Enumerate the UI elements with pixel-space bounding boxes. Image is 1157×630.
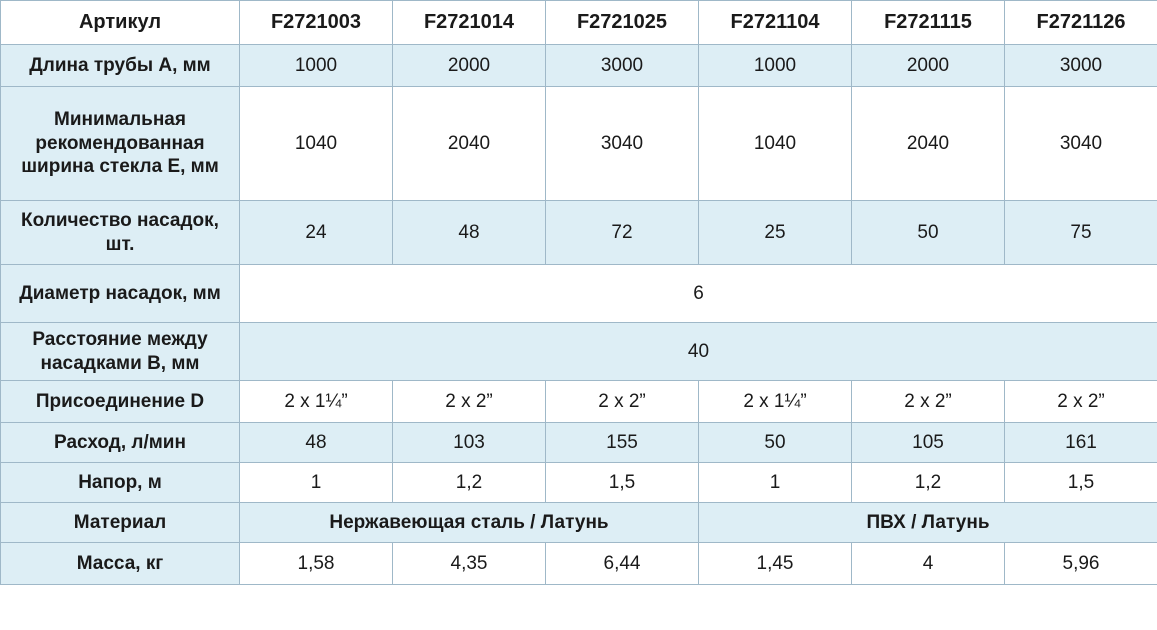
- table-row: [1, 265, 1157, 323]
- cell-material-pvc: ПВХ / Латунь: [699, 503, 1157, 543]
- cell-connection-5: 2 x 2”: [852, 381, 1005, 423]
- cell-flow-rate-4: 50: [699, 423, 852, 463]
- cell-flow-rate-2: 103: [393, 423, 546, 463]
- cell-flow-rate-5: 105: [852, 423, 1005, 463]
- table-row: [1, 463, 1157, 503]
- row-label-nozzle-spacing: Расстояние между насадками B, мм: [1, 323, 240, 381]
- row-label-nozzle-diameter: Диаметр насадок, мм: [1, 265, 240, 323]
- cell-connection-6: 2 x 2”: [1005, 381, 1157, 423]
- cell-nozzle-count-4: 25: [699, 201, 852, 265]
- cell-min-glass-width-4: 1040: [699, 87, 852, 201]
- row-label-material: Материал: [1, 503, 240, 543]
- row-label-min-glass-width: Минимальная рекомендованная ширина стекла E, мм: [1, 87, 240, 201]
- header-col-4: F2721104: [699, 1, 852, 45]
- cell-nozzle-count-2: 48: [393, 201, 546, 265]
- table-row: [1, 201, 1157, 265]
- cell-nozzle-count-5: 50: [852, 201, 1005, 265]
- cell-weight-6: 5,96: [1005, 543, 1157, 585]
- cell-weight-4: 1,45: [699, 543, 852, 585]
- cell-connection-3: 2 x 2”: [546, 381, 699, 423]
- table-row: [1, 381, 1157, 423]
- cell-connection-4: 2 x 1¼”: [699, 381, 852, 423]
- cell-head-pressure-6: 1,5: [1005, 463, 1157, 503]
- cell-head-pressure-3: 1,5: [546, 463, 699, 503]
- table-row: [1, 323, 1157, 381]
- cell-min-glass-width-5: 2040: [852, 87, 1005, 201]
- table-row: [1, 87, 1157, 201]
- cell-flow-rate-6: 161: [1005, 423, 1157, 463]
- cell-min-glass-width-2: 2040: [393, 87, 546, 201]
- cell-flow-rate-3: 155: [546, 423, 699, 463]
- cell-pipe-length-1: 1000: [240, 45, 393, 87]
- cell-head-pressure-1: 1: [240, 463, 393, 503]
- cell-nozzle-count-6: 75: [1005, 201, 1157, 265]
- cell-head-pressure-2: 1,2: [393, 463, 546, 503]
- table-row: [1, 45, 1157, 87]
- header-col-6: F2721126: [1005, 1, 1157, 45]
- table-header-row: [1, 1, 1157, 45]
- cell-nozzle-spacing-all: 40: [240, 323, 1157, 381]
- row-label-connection: Присоединение D: [1, 381, 240, 423]
- cell-weight-5: 4: [852, 543, 1005, 585]
- cell-head-pressure-5: 1,2: [852, 463, 1005, 503]
- cell-pipe-length-2: 2000: [393, 45, 546, 87]
- cell-material-stainless: Нержавеющая сталь / Латунь: [240, 503, 699, 543]
- cell-pipe-length-4: 1000: [699, 45, 852, 87]
- cell-connection-1: 2 x 1¼”: [240, 381, 393, 423]
- cell-nozzle-count-1: 24: [240, 201, 393, 265]
- cell-min-glass-width-3: 3040: [546, 87, 699, 201]
- cell-connection-2: 2 x 2”: [393, 381, 546, 423]
- row-label-flow-rate: Расход, л/мин: [1, 423, 240, 463]
- header-col-3: F2721025: [546, 1, 699, 45]
- cell-head-pressure-4: 1: [699, 463, 852, 503]
- row-label-weight: Масса, кг: [1, 543, 240, 585]
- cell-pipe-length-5: 2000: [852, 45, 1005, 87]
- cell-weight-3: 6,44: [546, 543, 699, 585]
- row-label-nozzle-count: Количество насадок, шт.: [1, 201, 240, 265]
- cell-weight-1: 1,58: [240, 543, 393, 585]
- cell-pipe-length-6: 3000: [1005, 45, 1157, 87]
- cell-weight-2: 4,35: [393, 543, 546, 585]
- row-label-pipe-length: Длина трубы A, мм: [1, 45, 240, 87]
- cell-min-glass-width-1: 1040: [240, 87, 393, 201]
- row-label-head-pressure: Напор, м: [1, 463, 240, 503]
- header-col-2: F2721014: [393, 1, 546, 45]
- cell-nozzle-count-3: 72: [546, 201, 699, 265]
- header-col-1: F2721003: [240, 1, 393, 45]
- cell-pipe-length-3: 3000: [546, 45, 699, 87]
- cell-nozzle-diameter-all: 6: [240, 265, 1157, 323]
- table-row: [1, 423, 1157, 463]
- header-label-article: Артикул: [1, 1, 240, 45]
- header-col-5: F2721115: [852, 1, 1005, 45]
- cell-min-glass-width-6: 3040: [1005, 87, 1157, 201]
- cell-flow-rate-1: 48: [240, 423, 393, 463]
- table-row: [1, 543, 1157, 585]
- table-row: [1, 503, 1157, 543]
